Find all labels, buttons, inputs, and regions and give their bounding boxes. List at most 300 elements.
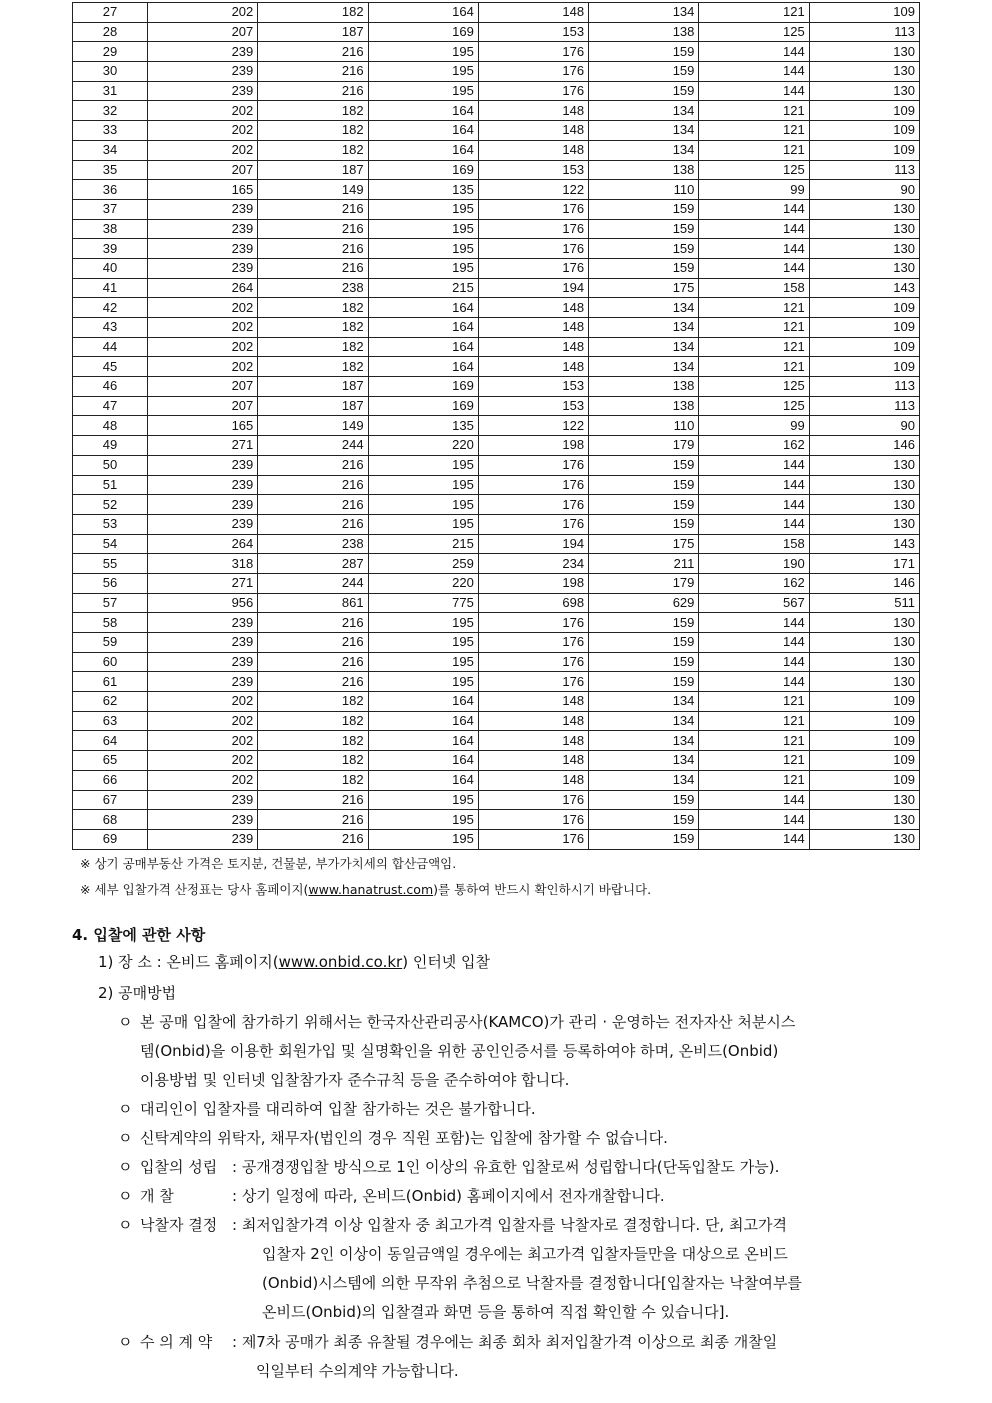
price-cell: 176	[478, 258, 588, 278]
price-cell: 164	[368, 751, 478, 771]
price-cell: 182	[258, 318, 368, 338]
price-cell: 202	[148, 337, 258, 357]
row-number-cell: 45	[73, 357, 148, 377]
price-cell: 113	[809, 160, 919, 180]
price-cell: 207	[148, 377, 258, 397]
price-cell: 122	[478, 180, 588, 200]
hanatrust-link[interactable]: www.hanatrust.com	[308, 882, 434, 897]
bullet-marker: ㅇ	[118, 1158, 133, 1176]
price-cell: 125	[699, 22, 809, 42]
price-cell: 264	[148, 534, 258, 554]
row-number-cell: 46	[73, 377, 148, 397]
bid-price-table-body	[73, 3, 920, 850]
bullet-winner-l3: (Onbid)시스템에 의한 무작위 추첨으로 낙찰자를 결정합니다[입찰자는 낙찰여부를	[262, 1274, 802, 1292]
price-cell: 144	[699, 42, 809, 62]
price-cell: 216	[258, 514, 368, 534]
price-cell: 109	[809, 770, 919, 790]
table-row	[73, 613, 920, 633]
price-cell: 165	[148, 180, 258, 200]
price-cell: 144	[699, 829, 809, 849]
price-cell: 216	[258, 633, 368, 653]
price-cell: 220	[368, 436, 478, 456]
price-cell: 148	[478, 101, 588, 121]
price-cell: 148	[478, 751, 588, 771]
price-cell: 176	[478, 514, 588, 534]
price-cell: 138	[589, 396, 699, 416]
row-number-cell: 47	[73, 396, 148, 416]
price-cell: 176	[478, 219, 588, 239]
price-cell: 148	[478, 121, 588, 141]
price-cell: 130	[809, 81, 919, 101]
row-number-cell: 58	[73, 613, 148, 633]
price-cell: 238	[258, 534, 368, 554]
price-cell: 144	[699, 81, 809, 101]
row-number-cell: 54	[73, 534, 148, 554]
row-number-cell: 65	[73, 751, 148, 771]
table-row	[73, 711, 920, 731]
price-cell: 239	[148, 652, 258, 672]
price-cell: 144	[699, 495, 809, 515]
price-cell: 134	[589, 298, 699, 318]
price-cell: 159	[589, 239, 699, 259]
price-cell: 195	[368, 810, 478, 830]
price-cell: 169	[368, 22, 478, 42]
price-cell: 158	[699, 278, 809, 298]
price-cell: 159	[589, 258, 699, 278]
price-cell: 121	[699, 770, 809, 790]
price-cell: 216	[258, 455, 368, 475]
price-cell: 195	[368, 258, 478, 278]
price-cell: 182	[258, 337, 368, 357]
price-cell: 216	[258, 62, 368, 82]
row-number-cell: 39	[73, 239, 148, 259]
price-cell: 215	[368, 534, 478, 554]
price-cell: 171	[809, 554, 919, 574]
table-row	[73, 101, 920, 121]
price-cell: 148	[478, 692, 588, 712]
price-cell: 216	[258, 219, 368, 239]
price-cell: 110	[589, 180, 699, 200]
price-cell: 109	[809, 751, 919, 771]
table-notes	[80, 851, 651, 903]
row-number-cell: 57	[73, 593, 148, 613]
price-cell: 234	[478, 554, 588, 574]
price-cell: 109	[809, 140, 919, 160]
bullet-bid-establishment: ㅇ 입찰의 성립 : 공개경쟁입찰 방식으로 1인 이상의 유효한 입찰로써 성립합니다(단독입찰도 가능).	[118, 1158, 780, 1176]
price-cell: 567	[699, 593, 809, 613]
row-number-cell: 66	[73, 770, 148, 790]
price-cell: 99	[699, 180, 809, 200]
price-cell: 216	[258, 239, 368, 259]
price-cell: 194	[478, 278, 588, 298]
price-cell: 159	[589, 633, 699, 653]
row-number-cell: 69	[73, 829, 148, 849]
table-row	[73, 180, 920, 200]
price-cell: 109	[809, 692, 919, 712]
price-cell: 138	[589, 160, 699, 180]
price-cell: 144	[699, 514, 809, 534]
price-cell: 195	[368, 672, 478, 692]
price-cell: 216	[258, 652, 368, 672]
price-cell: 164	[368, 101, 478, 121]
price-cell: 164	[368, 140, 478, 160]
price-cell: 202	[148, 770, 258, 790]
price-cell: 187	[258, 22, 368, 42]
price-cell: 775	[368, 593, 478, 613]
row-number-cell: 60	[73, 652, 148, 672]
price-cell: 121	[699, 298, 809, 318]
price-cell: 134	[589, 318, 699, 338]
note-detail-price: ※ 세부 입찰가격 산정표는 당사 홈페이지(www.hanatrust.com)를 통하여 반드시 확인하시기 바랍니다.	[80, 882, 652, 897]
price-cell: 239	[148, 42, 258, 62]
bullet-marker: ㅇ	[118, 1100, 133, 1118]
price-cell: 176	[478, 475, 588, 495]
price-cell: 130	[809, 810, 919, 830]
price-cell: 121	[699, 337, 809, 357]
price-cell: 144	[699, 810, 809, 830]
price-cell: 202	[148, 357, 258, 377]
table-row	[73, 22, 920, 42]
price-cell: 195	[368, 514, 478, 534]
row-number-cell: 48	[73, 416, 148, 436]
price-cell: 195	[368, 613, 478, 633]
price-cell: 202	[148, 140, 258, 160]
price-cell: 90	[809, 416, 919, 436]
price-cell: 176	[478, 810, 588, 830]
price-cell: 99	[699, 416, 809, 436]
row-number-cell: 56	[73, 573, 148, 593]
price-cell: 176	[478, 199, 588, 219]
table-row	[73, 514, 920, 534]
price-cell: 153	[478, 22, 588, 42]
price-cell: 216	[258, 42, 368, 62]
price-cell: 215	[368, 278, 478, 298]
row-number-cell: 52	[73, 495, 148, 515]
price-cell: 259	[368, 554, 478, 574]
table-row	[73, 199, 920, 219]
price-cell: 130	[809, 42, 919, 62]
price-cell: 216	[258, 672, 368, 692]
price-cell: 164	[368, 298, 478, 318]
row-number-cell: 63	[73, 711, 148, 731]
price-cell: 134	[589, 692, 699, 712]
row-number-cell: 31	[73, 81, 148, 101]
table-row	[73, 770, 920, 790]
price-cell: 109	[809, 357, 919, 377]
table-row	[73, 692, 920, 712]
price-cell: 159	[589, 514, 699, 534]
price-cell: 159	[589, 495, 699, 515]
price-cell: 159	[589, 475, 699, 495]
table-row	[73, 219, 920, 239]
row-number-cell: 51	[73, 475, 148, 495]
table-row	[73, 633, 920, 653]
price-cell: 113	[809, 22, 919, 42]
price-cell: 176	[478, 652, 588, 672]
price-cell: 164	[368, 692, 478, 712]
price-cell: 130	[809, 672, 919, 692]
table-row	[73, 751, 920, 771]
price-cell: 195	[368, 219, 478, 239]
bullet-excluded: ㅇ 신탁계약의 위탁자, 채무자(법인의 경우 직원 포함)는 입찰에 참가할 수 없습니다.	[118, 1129, 668, 1147]
price-cell: 216	[258, 475, 368, 495]
price-cell: 179	[589, 436, 699, 456]
price-cell: 121	[699, 140, 809, 160]
row-number-cell: 33	[73, 121, 148, 141]
price-cell: 861	[258, 593, 368, 613]
price-cell: 271	[148, 573, 258, 593]
price-cell: 134	[589, 770, 699, 790]
price-cell: 134	[589, 751, 699, 771]
price-cell: 121	[699, 711, 809, 731]
price-cell: 121	[699, 357, 809, 377]
price-cell: 244	[258, 436, 368, 456]
price-cell: 239	[148, 455, 258, 475]
price-cell: 109	[809, 101, 919, 121]
price-cell: 216	[258, 495, 368, 515]
table-row	[73, 829, 920, 849]
table-row	[73, 42, 920, 62]
price-cell: 144	[699, 652, 809, 672]
row-number-cell: 53	[73, 514, 148, 534]
price-cell: 121	[699, 101, 809, 121]
item-location: 1) 장 소 : 온비드 홈페이지(www.onbid.co.kr) 인터넷 입찰	[98, 953, 491, 971]
price-cell: 144	[699, 475, 809, 495]
price-cell: 198	[478, 436, 588, 456]
price-cell: 182	[258, 751, 368, 771]
price-cell: 148	[478, 731, 588, 751]
price-cell: 159	[589, 613, 699, 633]
price-cell: 159	[589, 829, 699, 849]
price-cell: 182	[258, 711, 368, 731]
price-cell: 216	[258, 790, 368, 810]
price-cell: 202	[148, 711, 258, 731]
price-cell: 216	[258, 829, 368, 849]
price-cell: 130	[809, 475, 919, 495]
price-cell: 164	[368, 731, 478, 751]
price-cell: 216	[258, 81, 368, 101]
price-cell: 130	[809, 514, 919, 534]
price-cell: 169	[368, 396, 478, 416]
price-cell: 162	[699, 573, 809, 593]
price-cell: 148	[478, 3, 588, 23]
price-cell: 318	[148, 554, 258, 574]
price-cell: 130	[809, 455, 919, 475]
row-number-cell: 35	[73, 160, 148, 180]
price-cell: 134	[589, 121, 699, 141]
table-row	[73, 455, 920, 475]
price-cell: 148	[478, 357, 588, 377]
price-cell: 239	[148, 258, 258, 278]
price-cell: 195	[368, 790, 478, 810]
table-row	[73, 298, 920, 318]
price-cell: 239	[148, 495, 258, 515]
price-cell: 194	[478, 534, 588, 554]
bullet-marker: ㅇ	[118, 1333, 133, 1351]
price-cell: 143	[809, 534, 919, 554]
price-cell: 159	[589, 219, 699, 239]
table-row	[73, 377, 920, 397]
table-row	[73, 318, 920, 338]
price-cell: 159	[589, 455, 699, 475]
price-cell: 195	[368, 42, 478, 62]
price-cell: 144	[699, 239, 809, 259]
price-cell: 179	[589, 573, 699, 593]
row-number-cell: 36	[73, 180, 148, 200]
price-cell: 169	[368, 377, 478, 397]
price-cell: 182	[258, 298, 368, 318]
row-number-cell: 29	[73, 42, 148, 62]
price-cell: 956	[148, 593, 258, 613]
price-cell: 207	[148, 396, 258, 416]
price-cell: 164	[368, 121, 478, 141]
row-number-cell: 50	[73, 455, 148, 475]
table-row	[73, 62, 920, 82]
price-cell: 148	[478, 140, 588, 160]
table-row	[73, 593, 920, 613]
item-auction-method: 2) 공매방법	[98, 984, 177, 1002]
price-cell: 109	[809, 711, 919, 731]
price-cell: 144	[699, 613, 809, 633]
price-cell: 130	[809, 199, 919, 219]
price-cell: 125	[699, 160, 809, 180]
price-cell: 134	[589, 3, 699, 23]
price-cell: 195	[368, 239, 478, 259]
price-cell: 122	[478, 416, 588, 436]
price-cell: 239	[148, 199, 258, 219]
price-cell: 153	[478, 377, 588, 397]
price-cell: 176	[478, 42, 588, 62]
price-cell: 164	[368, 770, 478, 790]
price-cell: 182	[258, 121, 368, 141]
row-number-cell: 40	[73, 258, 148, 278]
table-row	[73, 534, 920, 554]
price-cell: 130	[809, 495, 919, 515]
table-row	[73, 258, 920, 278]
section-4-heading: 4. 입찰에 관한 사항	[72, 926, 206, 944]
table-row	[73, 160, 920, 180]
price-cell: 159	[589, 790, 699, 810]
table-row	[73, 436, 920, 456]
price-cell: 113	[809, 377, 919, 397]
price-cell: 195	[368, 62, 478, 82]
row-number-cell: 38	[73, 219, 148, 239]
price-cell: 176	[478, 495, 588, 515]
bullet-marker: ㅇ	[118, 1187, 133, 1205]
price-cell: 130	[809, 790, 919, 810]
price-cell: 216	[258, 258, 368, 278]
row-number-cell: 27	[73, 3, 148, 23]
price-cell: 146	[809, 436, 919, 456]
price-cell: 121	[699, 692, 809, 712]
table-row	[73, 495, 920, 515]
price-cell: 202	[148, 298, 258, 318]
row-number-cell: 61	[73, 672, 148, 692]
price-cell: 144	[699, 633, 809, 653]
price-cell: 239	[148, 672, 258, 692]
note-price-composition: ※ 상기 공매부동산 가격은 토지분, 건물분, 부가가치세의 합산금액임.	[80, 856, 457, 871]
price-cell: 164	[368, 711, 478, 731]
table-row	[73, 239, 920, 259]
price-cell: 202	[148, 692, 258, 712]
price-cell: 176	[478, 455, 588, 475]
price-cell: 130	[809, 652, 919, 672]
price-cell: 190	[699, 554, 809, 574]
price-cell: 121	[699, 121, 809, 141]
row-number-cell: 30	[73, 62, 148, 82]
price-cell: 239	[148, 219, 258, 239]
price-cell: 176	[478, 81, 588, 101]
price-cell: 130	[809, 219, 919, 239]
price-cell: 143	[809, 278, 919, 298]
row-number-cell: 28	[73, 22, 148, 42]
price-cell: 130	[809, 829, 919, 849]
price-cell: 130	[809, 62, 919, 82]
row-number-cell: 55	[73, 554, 148, 574]
table-row	[73, 337, 920, 357]
row-number-cell: 42	[73, 298, 148, 318]
bullet-private-contract-l1: ㅇ 수 의 계 약 : 제7차 공매가 최종 유찰될 경우에는 최종 회차 최저입찰가격 이상으로 최종 개찰일	[118, 1333, 778, 1351]
price-cell: 239	[148, 514, 258, 534]
price-cell: 144	[699, 790, 809, 810]
price-cell: 109	[809, 731, 919, 751]
bid-price-table	[72, 2, 920, 850]
price-cell: 195	[368, 633, 478, 653]
price-cell: 239	[148, 633, 258, 653]
price-cell: 511	[809, 593, 919, 613]
price-cell: 138	[589, 22, 699, 42]
price-cell: 202	[148, 318, 258, 338]
price-cell: 244	[258, 573, 368, 593]
price-cell: 149	[258, 416, 368, 436]
price-cell: 202	[148, 3, 258, 23]
table-row	[73, 140, 920, 160]
bullet-marker: ㅇ	[118, 1129, 133, 1147]
bullet-participation-l3: 이용방법 및 인터넷 입찰참가자 준수규칙 등을 준수하여야 합니다.	[140, 1071, 570, 1089]
price-cell: 175	[589, 534, 699, 554]
price-cell: 159	[589, 652, 699, 672]
price-cell: 182	[258, 357, 368, 377]
price-cell: 135	[368, 180, 478, 200]
row-number-cell: 44	[73, 337, 148, 357]
price-cell: 159	[589, 81, 699, 101]
price-cell: 121	[699, 3, 809, 23]
price-cell: 195	[368, 495, 478, 515]
price-cell: 153	[478, 396, 588, 416]
price-cell: 264	[148, 278, 258, 298]
price-cell: 195	[368, 455, 478, 475]
table-row	[73, 416, 920, 436]
price-cell: 187	[258, 396, 368, 416]
price-cell: 134	[589, 101, 699, 121]
price-cell: 164	[368, 357, 478, 377]
price-cell: 220	[368, 573, 478, 593]
price-cell: 130	[809, 613, 919, 633]
price-cell: 159	[589, 810, 699, 830]
price-cell: 134	[589, 337, 699, 357]
price-cell: 195	[368, 81, 478, 101]
bullet-private-contract-l2: 익일부터 수의계약 가능합니다.	[256, 1362, 459, 1380]
price-cell: 239	[148, 790, 258, 810]
bullet-opening: ㅇ 개 찰 : 상기 일정에 따라, 온비드(Onbid) 홈페이지에서 전자개찰합니다.	[118, 1187, 665, 1205]
price-cell: 109	[809, 337, 919, 357]
price-cell: 134	[589, 357, 699, 377]
onbid-link[interactable]: www.onbid.co.kr	[278, 953, 403, 971]
price-cell: 202	[148, 121, 258, 141]
price-cell: 176	[478, 633, 588, 653]
table-row	[73, 396, 920, 416]
table-row	[73, 278, 920, 298]
